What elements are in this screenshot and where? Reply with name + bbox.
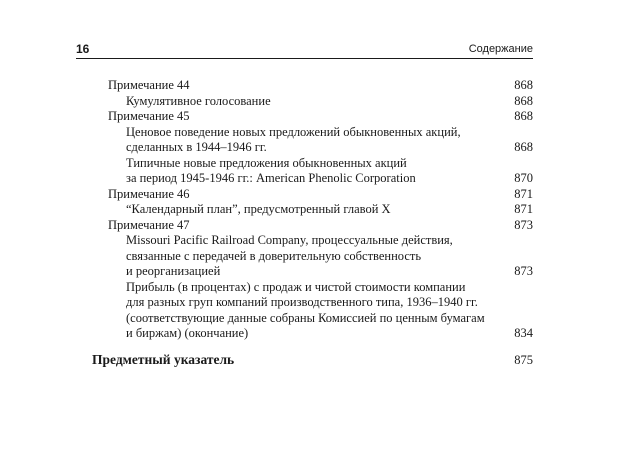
page-number: 16 bbox=[76, 42, 90, 56]
toc-entry-line: Прибыль (в процентах) с продаж и чистой стоимости компании bbox=[126, 279, 466, 294]
toc-entry-page: 868 bbox=[514, 140, 533, 154]
toc-entry-title bbox=[108, 78, 533, 94]
toc-entry-line: сделанных в 1944–1946 гг. bbox=[126, 140, 267, 154]
table-of-contents bbox=[108, 78, 533, 342]
toc-entry-index[interactable] bbox=[92, 352, 533, 368]
toc-entry-title bbox=[126, 125, 533, 156]
toc-entry[interactable] bbox=[108, 109, 533, 125]
toc-entry-line: Типичные новые предложения обыкновенных акций bbox=[126, 155, 407, 170]
toc-entry-title bbox=[126, 202, 533, 218]
toc-entry-title bbox=[108, 218, 533, 234]
toc-entry-line: Ценовое поведение новых предложений обыкновенных акций, bbox=[126, 124, 461, 139]
toc-entry-line: Примечание 47 bbox=[108, 217, 190, 232]
toc-entry-page: 873 bbox=[514, 217, 533, 232]
toc-entry-page: 868 bbox=[514, 78, 533, 92]
toc-entry-page: 871 bbox=[514, 202, 533, 216]
toc-entry[interactable] bbox=[108, 218, 533, 234]
toc-entry[interactable] bbox=[108, 202, 533, 218]
toc-entry-line: и биржам) (окончание) bbox=[126, 326, 249, 340]
toc-entry[interactable] bbox=[108, 187, 533, 203]
toc-entry-title bbox=[126, 280, 533, 342]
toc-entry-line: “Календарный план”, предусмотренный главой X bbox=[126, 202, 391, 216]
running-header bbox=[76, 40, 533, 59]
toc-entry-line: Примечание 45 bbox=[108, 109, 190, 123]
toc-entry-title bbox=[108, 187, 533, 203]
toc-entry-title: Предметный указатель bbox=[92, 352, 235, 367]
toc-entry-line: Кумулятивное голосование bbox=[126, 93, 271, 108]
running-title: Содержание bbox=[468, 43, 533, 55]
toc-entry-line: Примечание 44 bbox=[108, 78, 190, 92]
toc-entry[interactable] bbox=[108, 94, 533, 110]
toc-entry-line: для разных груп компаний производственного типа, 1936–1940 гг. bbox=[126, 295, 478, 309]
toc-entry-title bbox=[108, 109, 533, 125]
toc-entry-title bbox=[126, 94, 533, 110]
toc-entry-page: 871 bbox=[514, 186, 533, 201]
toc-entry-page: 834 bbox=[514, 326, 533, 340]
toc-entry-line: связанные с передачей в доверительную собственность bbox=[126, 248, 422, 263]
toc-entry[interactable] bbox=[108, 280, 533, 342]
toc-entry-title bbox=[126, 156, 533, 187]
toc-entry-line: Missouri Pacific Railroad Company, процессуальные действия, bbox=[126, 233, 453, 247]
toc-entry-title bbox=[126, 233, 533, 280]
toc-entry[interactable] bbox=[108, 233, 533, 280]
toc-entry-page: 868 bbox=[514, 109, 533, 123]
toc-entry-page: 875 bbox=[514, 353, 533, 367]
toc-entry-page: 870 bbox=[514, 171, 533, 185]
toc-entry[interactable] bbox=[108, 156, 533, 187]
toc-entry-line: за период 1945-1946 гг.: American Phenolic Corporation bbox=[126, 171, 416, 185]
toc-entry-line: и реорганизацией bbox=[126, 264, 221, 278]
toc-entry[interactable] bbox=[108, 78, 533, 94]
toc-entry-line: Примечание 46 bbox=[108, 186, 190, 201]
toc-entry-page: 873 bbox=[514, 264, 533, 278]
toc-entry-line: (соответствующие данные собраны Комиссией по ценным бумагам bbox=[126, 310, 485, 325]
toc-entry-page: 868 bbox=[514, 93, 533, 108]
toc-entry[interactable] bbox=[108, 125, 533, 156]
